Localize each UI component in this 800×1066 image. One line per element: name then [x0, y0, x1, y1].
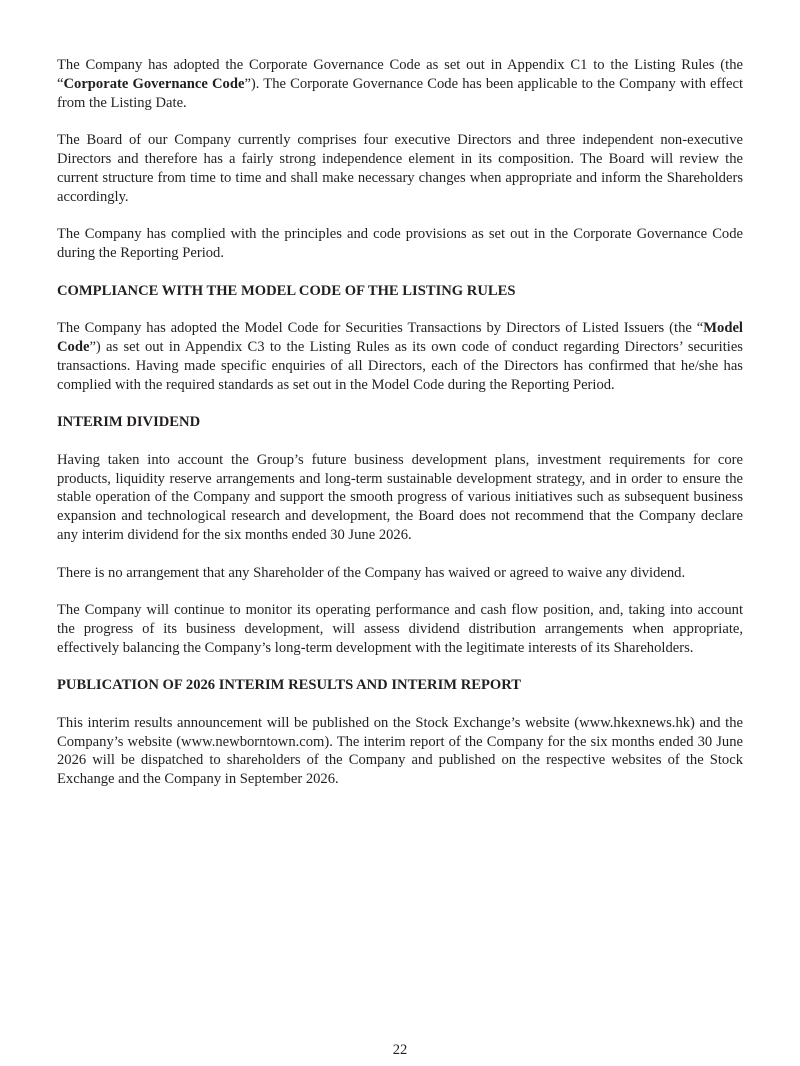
dividend-paragraph-1: Having taken into account the Group’s future business development plans, investment requirements for core products, liquidity reserve arrangements and long-term sustainable development strategy, and in order to ensure the stable operation of the Company and support the smooth progress of various initiatives such as subsequent business expansion and technological research and development, the Board does not recommend that the Company declare any interim dividend for the six months ended 30 June 2026. [57, 451, 743, 543]
cg-text-start: The Company has adopted the Corporate Governance Code as set out in Appendix C1 to the Listing Rules (the “ [57, 57, 743, 92]
cg-compliance-paragraph: The Company has complied with the principles and code provisions as set out in the Corporate Governance Code during the Reporting Period. [57, 226, 743, 261]
board-composition-paragraph: The Board of our Company currently comprises four executive Directors and three independent non-executive Directors and therefore has a fairly strong independence element in its composition. The Board will review the current structure from time to time and shall make necessary changes when appropriate and inform the Shareholders accordingly. [57, 132, 743, 205]
publication-heading: PUBLICATION OF 2026 INTERIM RESULTS AND INTERIM REPORT [57, 677, 521, 694]
model-code-text-start: The Company has adopted the Model Code for Securities Transactions by Directors of Listed Issuers (the “ [57, 320, 704, 337]
model-code-paragraph [57, 319, 743, 394]
dividend-paragraph-2: There is no arrangement that any Shareholder of the Company has waived or agreed to waive any dividend. [57, 564, 686, 581]
dividend-paragraph-3: The Company will continue to monitor its operating performance and cash flow position, and, taking into account the progress of its business development, will assess dividend distribution arrangements when appropriate, effectively balancing the Company’s long-term development with the legitimate interests of its Shareholders. [57, 602, 743, 656]
model-code-heading: COMPLIANCE WITH THE MODEL CODE OF THE LISTING RULES [57, 282, 516, 299]
model-code-text-end: ”) as set out in Appendix C3 to the Listing Rules as its own code of conduct regarding Directors’ securities transactions. Having made specific enquiries of all Directors, each of the Directors has confirmed that he/she has complied with the required standards as set out in the Model Code during the Reporting Period. [57, 338, 743, 393]
publication-paragraph: This interim results announcement will be published on the Stock Exchange’s website (www.hkexnews.hk) and the Company’s website (www.newborntown.com). The interim report of the Company for the six months ended 30 June 2026 will be dispatched to shareholders of the Company and published on the respective websites of the Stock Exchange and the Company in September 2026. [57, 714, 743, 788]
interim-dividend-heading: INTERIM DIVIDEND [57, 414, 201, 431]
corporate-governance-paragraph [57, 56, 743, 112]
page-number: 22 [392, 1042, 408, 1058]
cg-text-end: ”). The Corporate Governance Code has been applicable to the Company with effect from the Listing Date. [57, 75, 744, 111]
model-code-defined-term: Model Code [57, 320, 743, 355]
document-body [57, 56, 743, 808]
cg-defined-term: Corporate Governance Code [63, 75, 245, 92]
